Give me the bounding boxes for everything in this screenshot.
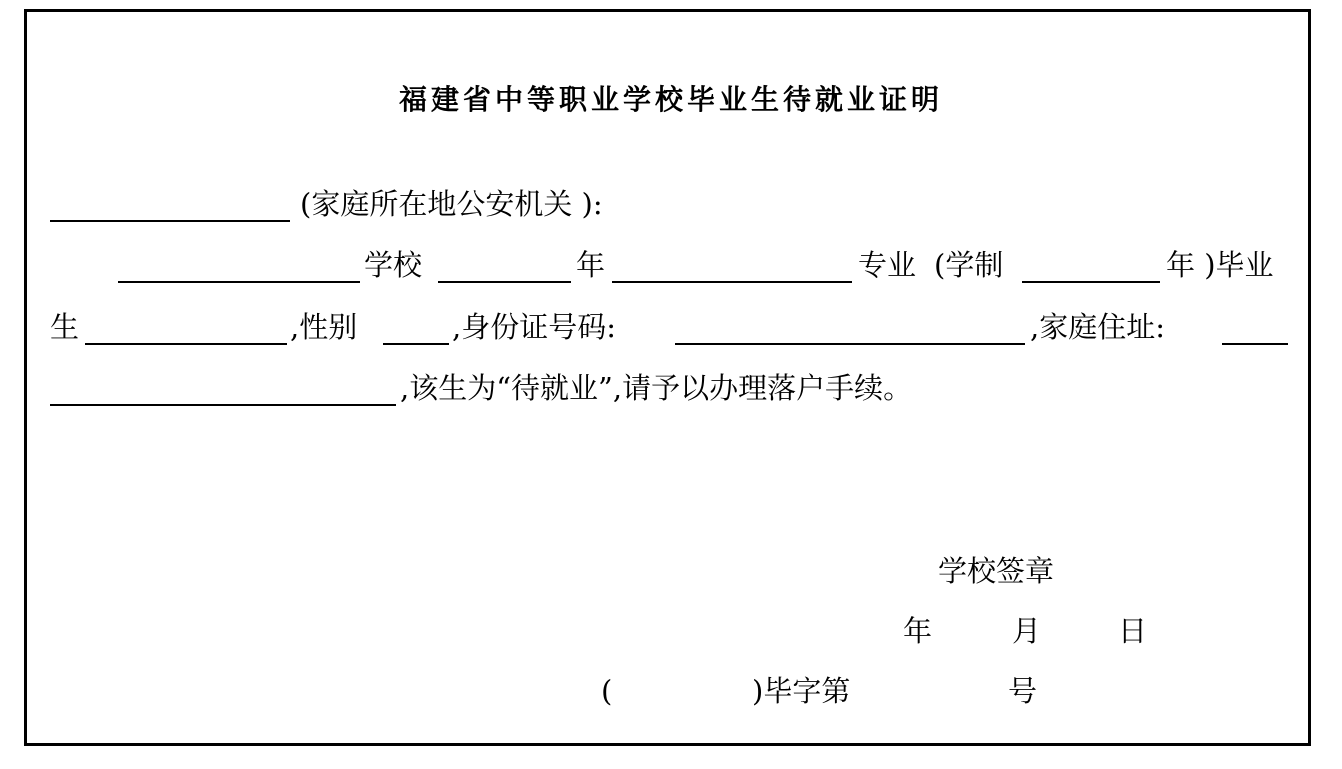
year-label: 年 [576, 248, 606, 282]
date-day-label: 日 [1118, 614, 1148, 648]
study-length-blank[interactable] [1022, 281, 1160, 283]
date-month-label: 月 [1012, 614, 1042, 648]
major-blank[interactable] [612, 281, 852, 283]
reference-label: )毕字第 [752, 674, 851, 708]
study-length-label: (学制 [934, 248, 1004, 282]
police-office-blank[interactable] [50, 220, 290, 222]
major-label: 专业 [858, 248, 917, 282]
school-seal-label: 学校签章 [938, 554, 1055, 588]
school-label: 学校 [364, 248, 423, 282]
graduate-label: 年 )毕业 [1166, 248, 1274, 282]
request-text: ,该生为“待就业”,请予以办理落户手续。 [400, 371, 913, 405]
address-blank-continued[interactable] [50, 404, 396, 406]
id-number-label: ,身份证号码: [452, 310, 616, 344]
school-name-blank[interactable] [118, 281, 360, 283]
student-label: 生 [50, 310, 80, 344]
police-office-label: (家庭所在地公安机关 ): [300, 187, 603, 221]
address-label: ,家庭住址: [1030, 310, 1165, 344]
id-number-blank[interactable] [675, 343, 1025, 345]
reference-open-paren: ( [601, 674, 613, 708]
enroll-year-blank[interactable] [438, 281, 571, 283]
document-title: 福建省中等职业学校毕业生待就业证明 [398, 83, 943, 116]
gender-label: ,性别 [290, 310, 358, 344]
reference-number-label: 号 [1008, 674, 1038, 708]
gender-blank[interactable] [383, 343, 449, 345]
address-blank-start[interactable] [1222, 343, 1288, 345]
date-year-label: 年 [903, 614, 933, 648]
student-name-blank[interactable] [85, 343, 287, 345]
